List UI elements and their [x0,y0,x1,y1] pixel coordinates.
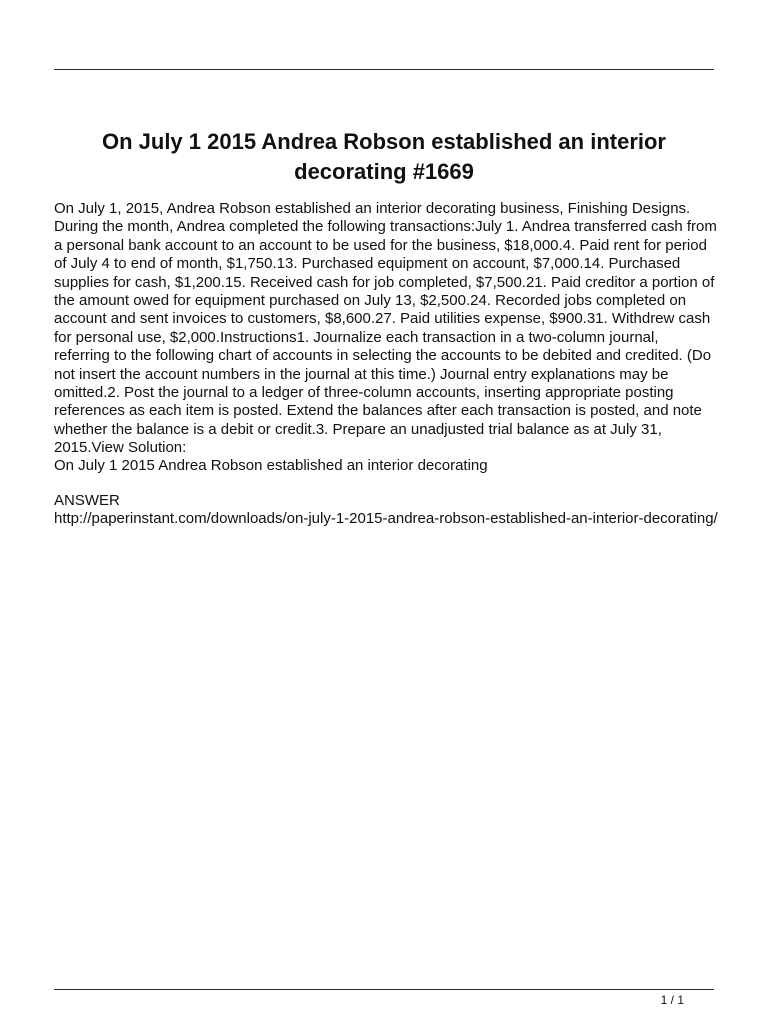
footer-rule [54,989,714,990]
document-body: On July 1, 2015, Andrea Robson established an interior decorating business, Finishing Designs. During the month, Andrea completed the following transactions:July 1. Andrea transferred cash from a personal bank account to an account to be used for the business, $18,000.4. Paid rent for period of July 4 to end of month, $1,750.13. Purchased equipment on account, $7,000.14. Purchased supplies for cash, $1,200.15. Received cash for job completed, $7,500.21. Paid creditor a portion of the amount owed for equipment purchased on July 13, $2,500.24. Recorded jobs completed on account and sent invoices to customers, $8,600.27. Paid utilities expense, $900.31. Withdrew cash for personal use, $2,000.Instructions1. Journalize each transaction in a two-column journal, referring to the following chart of accounts in selecting the accounts to be debited and credited. (Do not insert the account numbers in the journal at this time.) Journal entry explanations may be omitted.2. Post the journal to a ledger of three-column accounts, inserting appropriate posting references as each item is posted. Extend the balances after each transaction is posted, and note whether the balance is a debit or credit.3. Prepare an unadjusted trial balance as at July 31, 2015.View Solution: [54,200,717,457]
document-title: On July 1 2015 Andrea Robson established an interior decorating #1669 [101,129,666,184]
answer-link[interactable]: http://paperinstant.com/downloads/on-july-1-2015-andrea-robson-established-an-interior-decorating/ [54,510,718,527]
answer-label: ANSWER [54,492,120,509]
document-subtitle: On July 1 2015 Andrea Robson established an interior decorating [54,457,488,474]
header-rule [54,69,714,70]
page-number: 1 / 1 [660,993,684,1007]
